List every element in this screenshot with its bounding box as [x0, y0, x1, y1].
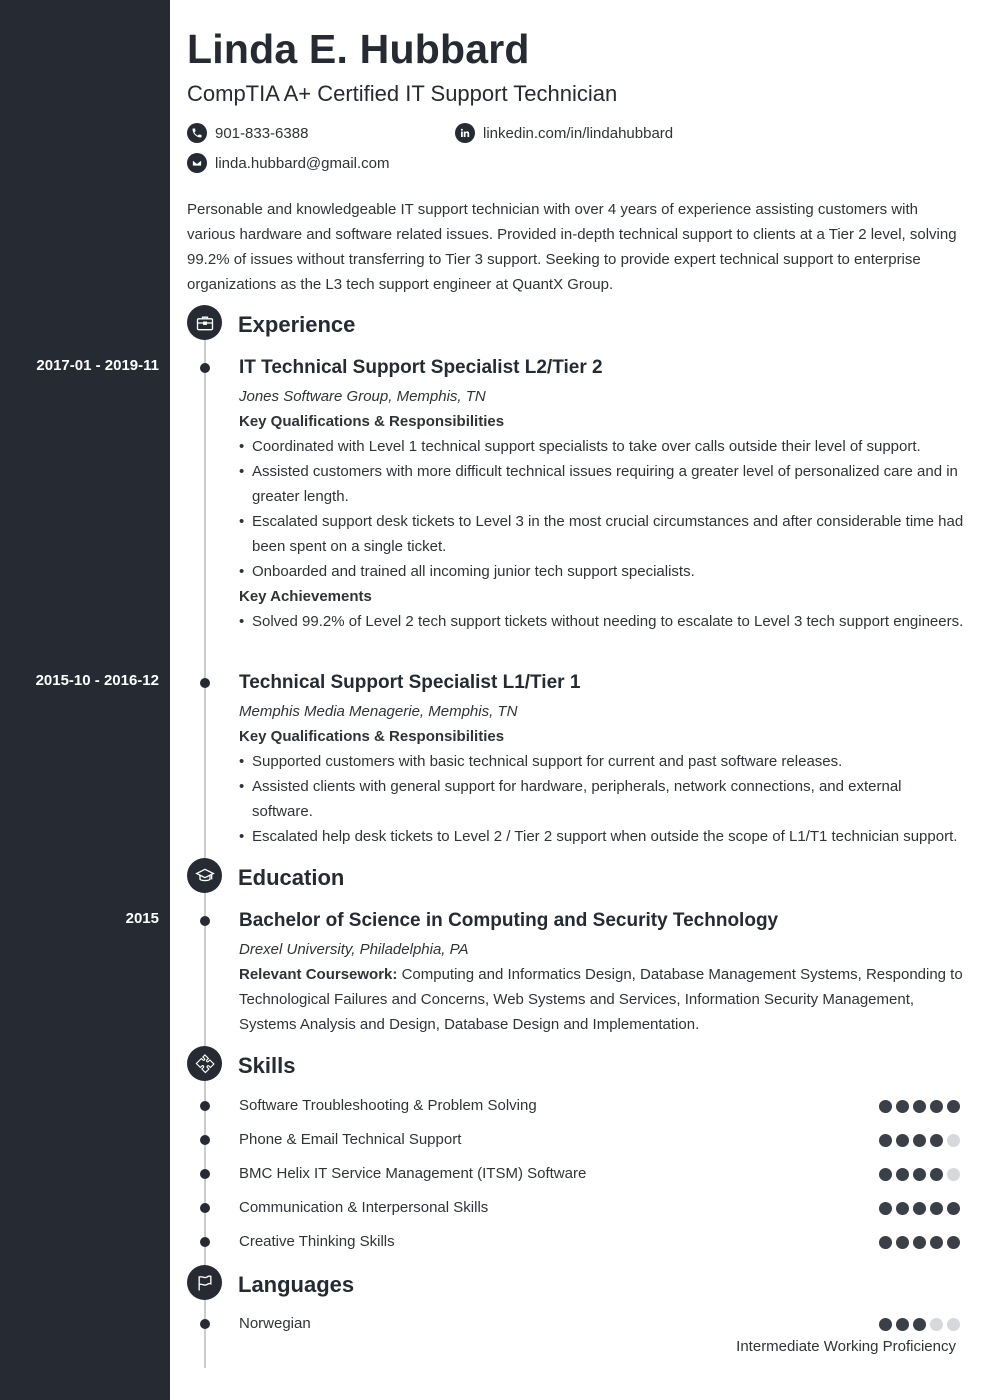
rating-dot-empty — [930, 1318, 943, 1331]
email-text[interactable]: linda.hubbard@gmail.com — [215, 154, 390, 172]
timeline-dot — [200, 1237, 210, 1247]
education-date: 2015 — [125, 910, 159, 927]
rating-dots — [879, 1318, 960, 1331]
phone-icon — [187, 123, 207, 143]
timeline-dot — [200, 678, 210, 688]
rating-dot-filled — [879, 1318, 892, 1331]
job-2-company: Memphis Media Menagerie, Memphis, TN — [239, 703, 518, 720]
linkedin-text[interactable]: linkedin.com/in/lindahubbard — [483, 124, 674, 142]
rating-dot-filled — [879, 1168, 892, 1181]
rating-dot-filled — [913, 1318, 926, 1331]
contact-linkedin — [455, 123, 673, 143]
rating-dots — [879, 1236, 960, 1249]
skill-name: BMC Helix IT Service Management (ITSM) Software — [239, 1165, 587, 1182]
rating-dot-filled — [913, 1100, 926, 1113]
school-name: Drexel University, Philadelphia, PA — [239, 941, 469, 958]
graduation-cap-icon — [187, 858, 222, 893]
rating-dot-filled — [947, 1236, 960, 1249]
rating-dot-filled — [879, 1202, 892, 1215]
rating-dot-filled — [930, 1202, 943, 1215]
rating-dot-filled — [947, 1202, 960, 1215]
rating-dot-filled — [947, 1100, 960, 1113]
timeline-dot — [200, 1169, 210, 1179]
job-1-dates: 2017-01 - 2019-11 — [36, 357, 159, 374]
rating-dots — [879, 1134, 960, 1147]
rating-dot-filled — [930, 1168, 943, 1181]
degree-title: Bachelor of Science in Computing and Security Technology — [239, 910, 779, 931]
job-2-title: Technical Support Specialist L1/Tier 1 — [239, 672, 581, 693]
rating-dot-filled — [879, 1236, 892, 1249]
list-item: • Onboarded and trained all incoming junior tech support specialists. — [239, 559, 964, 584]
list-item: • Coordinated with Level 1 technical support specialists to take over calls outside their level of support. — [239, 434, 964, 459]
coursework-label: Relevant Coursework: — [239, 966, 398, 983]
job-1-achievements-heading: Key Achievements — [239, 588, 372, 605]
rating-dot-filled — [930, 1134, 943, 1147]
experience-heading: Experience — [238, 312, 356, 337]
rating-dot-filled — [896, 1134, 909, 1147]
rating-dot-empty — [947, 1168, 960, 1181]
job-1-title: IT Technical Support Specialist L2/Tier 2 — [239, 357, 603, 378]
skills-heading: Skills — [238, 1053, 296, 1078]
list-item: • Solved 99.2% of Level 2 tech support tickets without needing to escalate to Level 3 tech support engineers. — [239, 609, 964, 634]
skill-name: Software Troubleshooting & Problem Solving — [239, 1097, 537, 1114]
job-1-qual-heading: Key Qualifications & Responsibilities — [239, 413, 505, 430]
education-heading: Education — [238, 865, 345, 890]
timeline-dot — [200, 1101, 210, 1111]
job-2-responsibilities — [239, 749, 964, 849]
flag-icon — [187, 1265, 222, 1300]
list-item: • Assisted clients with general support for hardware, peripherals, network connections, and external software. — [239, 774, 964, 824]
rating-dots — [879, 1100, 960, 1113]
candidate-name: Linda E. Hubbard — [187, 26, 530, 72]
summary: Personable and knowledgeable IT support technician with over 4 years of experience assisting customers with various hardware and software related issues. Provided in-depth technical support to clients at a Tier 2 level, solving 99.2% of issues without transferring to Tier 3 support. Seeking to provide expert technical support to enterprise organizations as the L3 tech support engineer at QuantX Group. — [187, 201, 957, 293]
rating-dot-empty — [947, 1318, 960, 1331]
job-2-qual-heading: Key Qualifications & Responsibilities — [239, 728, 505, 745]
timeline-dot — [200, 363, 210, 373]
rating-dot-filled — [896, 1236, 909, 1249]
timeline-dot — [200, 916, 210, 926]
email-icon — [187, 153, 207, 173]
language-name: Norwegian — [239, 1315, 311, 1332]
rating-dot-filled — [879, 1100, 892, 1113]
rating-dot-filled — [896, 1318, 909, 1331]
list-item: • Supported customers with basic technical support for current and past software releases. — [239, 749, 964, 774]
timeline-dot — [200, 1135, 210, 1145]
language-proficiency: Intermediate Working Proficiency — [736, 1338, 956, 1355]
job-1-company: Jones Software Group, Memphis, TN — [239, 388, 486, 405]
rating-dot-filled — [930, 1100, 943, 1113]
rating-dot-filled — [913, 1202, 926, 1215]
rating-dot-filled — [930, 1236, 943, 1249]
rating-dot-filled — [913, 1236, 926, 1249]
puzzle-icon — [187, 1046, 222, 1081]
timeline-dot — [200, 1203, 210, 1213]
rating-dot-filled — [879, 1134, 892, 1147]
skill-name: Creative Thinking Skills — [239, 1233, 395, 1250]
skill-name: Phone & Email Technical Support — [239, 1131, 462, 1148]
coursework — [239, 962, 964, 1037]
job-1-responsibilities — [239, 434, 964, 584]
rating-dot-filled — [913, 1168, 926, 1181]
job-1-achievements — [239, 609, 964, 634]
list-item: • Escalated support desk tickets to Level 3 in the most crucial circumstances and after considerable time had been spent on a single ticket. — [239, 509, 964, 559]
linkedin-icon — [455, 123, 475, 143]
rating-dot-filled — [913, 1134, 926, 1147]
timeline-dot — [200, 1319, 210, 1329]
contact-phone — [187, 123, 308, 143]
candidate-subtitle: CompTIA A+ Certified IT Support Technician — [187, 81, 618, 106]
rating-dots — [879, 1202, 960, 1215]
phone-text[interactable]: 901-833-6388 — [215, 124, 309, 142]
sidebar — [0, 0, 170, 1400]
job-2-dates: 2015-10 - 2016-12 — [35, 672, 159, 689]
list-item: • Assisted customers with more difficult technical issues requiring a greater level of personalized care and in greater length. — [239, 459, 964, 509]
rating-dot-filled — [896, 1168, 909, 1181]
languages-heading: Languages — [238, 1272, 355, 1297]
rating-dot-empty — [947, 1134, 960, 1147]
coursework-text: Computing and Informatics Design, Database Management Systems, Responding to Technological Failures and Concerns, Web Systems and Services, Information Security Management, Systems Analysis and Design, Database Design and Implementation. — [239, 966, 963, 1033]
rating-dots — [879, 1168, 960, 1181]
briefcase-icon — [187, 305, 222, 340]
rating-dot-filled — [896, 1100, 909, 1113]
contact-email — [187, 153, 390, 173]
skill-name: Communication & Interpersonal Skills — [239, 1199, 489, 1216]
rating-dot-filled — [896, 1202, 909, 1215]
list-item: • Escalated help desk tickets to Level 2 / Tier 2 support when outside the scope of L1/T1 technician support. — [239, 824, 964, 849]
